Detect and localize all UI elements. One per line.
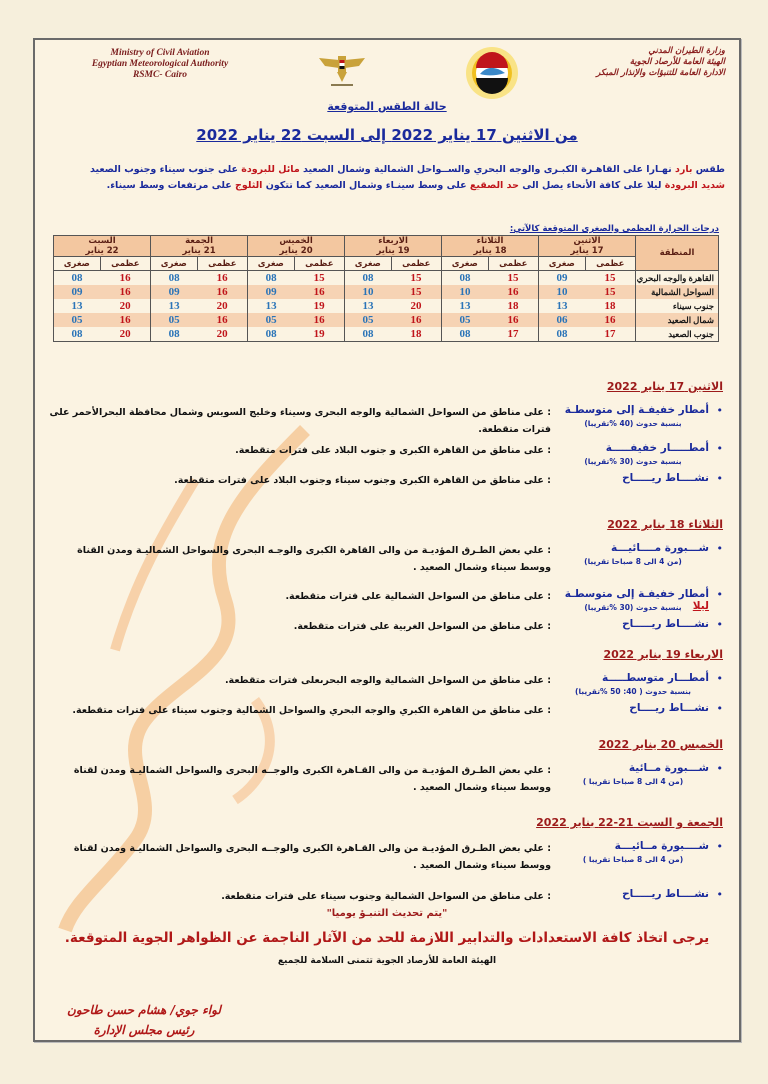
- bullet-icon: •: [716, 618, 723, 631]
- summary-highlight: حد الصقيع: [469, 180, 519, 191]
- bullet-icon: •: [716, 672, 723, 685]
- max-temp-cell: 16: [585, 313, 635, 327]
- probability-note: (من 4 الى 8 صباحا تقريبا): [584, 557, 682, 566]
- phenomenon-label: أمطـــار متوسطـــــة: [602, 672, 709, 684]
- phenomenon-label: شـــبورة مــــائيـــة: [610, 542, 709, 554]
- min-label: صغرى: [248, 257, 295, 271]
- summary-line-1: [43, 162, 725, 178]
- day-header: السبت 22 يناير: [54, 236, 151, 257]
- affected-areas-text: : علي بعض الطـرق المؤديـة من والى القاهرة الكبرى والوجـه البحرى والسواحل الشماليـة ومدن القناة ووسط سيناء وشمال الصعيد .: [77, 545, 551, 573]
- max-temp-cell: 16: [488, 313, 538, 327]
- table-caption: درجات الحرارة العظمى والصغرى المتوقعة كالآتي:: [509, 224, 719, 234]
- affected-areas-text: : على مناطق من السواحل الغربية على فترات متقطعة.: [293, 621, 551, 632]
- day-header: الاربعاء 19 يناير: [345, 236, 442, 257]
- min-temp-cell: 08: [442, 271, 489, 286]
- table-row: [54, 271, 719, 286]
- forecast-day-title: الاثنين 17 يناير 2022: [606, 380, 723, 393]
- update-note: "يتم تحديث التنبـؤ يوميا": [326, 908, 448, 919]
- phenomenon-label: شــــبورة مــائيـــة: [614, 840, 709, 852]
- max-label: عظمى: [197, 257, 247, 271]
- affected-areas-text: : على مناطق من السواحل الشمالية والوجه البحرىعلى فترات متقطعة.: [224, 675, 551, 686]
- forecast-day-title: الخميس 20 يناير 2022: [598, 738, 723, 751]
- max-temp-cell: 16: [197, 285, 247, 299]
- min-temp-cell: 13: [539, 299, 586, 313]
- arabic-header: [525, 46, 725, 79]
- min-temp-cell: 10: [539, 285, 586, 299]
- max-temp-cell: 15: [391, 271, 441, 286]
- forecast-period: من الاثنين 17 يناير 2022 إلى السبت 22 يناير 2022: [196, 126, 578, 144]
- min-temp-cell: 05: [54, 313, 101, 327]
- probability-note: (من 4 الى 8 صباحا تقريبا ): [582, 855, 684, 864]
- signature-title: رئيس مجلس الإدارة: [93, 1023, 195, 1037]
- max-temp-cell: 16: [100, 271, 150, 286]
- table-row: [54, 285, 719, 299]
- phenomenon-label: أمطار خفيفـة إلى متوسطـة: [564, 404, 709, 416]
- max-temp-cell: 20: [391, 299, 441, 313]
- region-cell: السواحل الشمالية: [636, 285, 719, 299]
- phenomenon-label: نشــــاط ريـــــاح: [622, 888, 709, 900]
- affected-areas-text: : على مناطق من القاهرة الكبرى وجنوب سيناء وجنوب البلاد على فترات متقطعة.: [174, 475, 551, 486]
- bullet-icon: •: [716, 442, 723, 455]
- safety-warning: يرجى اتخاذ كافة الاستعدادات والتدابير اللازمة للحد من الآثار الناجمة عن الظواهر الجوية المتوقعة.: [64, 930, 710, 946]
- affected-areas-text: : علي بعض الطـرق المؤديـة من والى القـاهرة الكبرى والوجــه البحرى والسواحل الشماليـة ومدن لقناة ووسط سيناء وشمال الصعيد .: [73, 765, 551, 793]
- summary-text: على جنوب سيناء وجنوب الصعيد: [89, 164, 242, 175]
- min-temp-cell: 13: [442, 299, 489, 313]
- summary-highlight: شديد البرودة: [664, 180, 725, 191]
- bullet-icon: •: [716, 472, 723, 485]
- affected-areas-text: : علي بعض الطـرق المؤديـة من والى القـاهرة الكبرى والوجــه البحرى والسواحل الشماليـة ومدن لقناة ووسط سيناء وشمال الصعيد .: [73, 843, 551, 871]
- region-column-header: المنطقة: [636, 236, 719, 271]
- summary-highlight: مائل للبرودة: [241, 164, 300, 175]
- max-temp-cell: 15: [294, 271, 344, 286]
- summary-text: نهـارا على القاهـرة الكبـرى والوجه البحري والســواحل الشمالية وشمال الصعيد: [299, 164, 675, 175]
- bullet-icon: •: [716, 840, 723, 853]
- region-cell: جنوب الصعيد: [636, 327, 719, 342]
- probability-note: بنسبة حدوث (40 %تقريبا): [584, 419, 682, 428]
- day-header: الاثنين 17 يناير: [539, 236, 636, 257]
- header-ar-line-1: وزارة الطيران المدني: [648, 46, 725, 56]
- min-temp-cell: 08: [248, 327, 295, 342]
- summary-text: ليلا على كافة الأنحاء يصل الى: [518, 180, 665, 191]
- min-temp-cell: 05: [345, 313, 392, 327]
- min-temp-cell: 13: [54, 299, 101, 313]
- region-cell: القاهرة والوجه البحري: [636, 271, 719, 286]
- min-temp-cell: 09: [539, 271, 586, 286]
- min-temp-cell: 10: [345, 285, 392, 299]
- affected-areas-text: : على مناطق من السواحل الشمالية على فترات متقطعة.: [285, 591, 551, 602]
- max-temp-cell: 20: [100, 299, 150, 313]
- min-label: صغرى: [442, 257, 489, 271]
- day-header: الخميس 20 يناير: [248, 236, 345, 257]
- max-temp-cell: 18: [585, 299, 635, 313]
- probability-note: بنسبة حدوث ( 40: 50 %تقريبا): [575, 687, 691, 696]
- bullet-icon: •: [716, 404, 723, 417]
- phenomenon-label: نشــــاط ريـــــاح: [622, 618, 709, 630]
- forecast-day-title: الجمعة و السبت 21-22 يناير 2022: [536, 816, 723, 829]
- min-temp-cell: 13: [248, 299, 295, 313]
- english-header: [65, 48, 255, 81]
- bullet-icon: •: [716, 762, 723, 775]
- phenomenon-label: نشـــاط ريــــاح: [629, 702, 709, 714]
- summary-highlight: الثلوج: [235, 180, 263, 191]
- min-temp-cell: 09: [151, 285, 198, 299]
- max-temp-cell: 16: [100, 313, 150, 327]
- max-temp-cell: 15: [585, 285, 635, 299]
- summary-highlight: بارد: [674, 164, 693, 175]
- phenomenon-time-highlight: ليلا: [692, 600, 709, 612]
- day-header: الثلاثاء 18 يناير: [442, 236, 539, 257]
- min-temp-cell: 08: [345, 327, 392, 342]
- min-temp-cell: 09: [54, 285, 101, 299]
- general-summary: [43, 162, 725, 194]
- max-label: عظمى: [294, 257, 344, 271]
- summary-line-2: [43, 178, 725, 194]
- max-temp-cell: 18: [488, 299, 538, 313]
- table-row: [54, 299, 719, 313]
- min-temp-cell: 08: [345, 271, 392, 286]
- phenomenon-label: أمطـــــار خفيفـــــة: [605, 442, 709, 454]
- max-temp-cell: 16: [100, 285, 150, 299]
- phenomenon-label: شـــبورة مــائية: [628, 762, 709, 774]
- day-header: الجمعة 21 يناير: [151, 236, 248, 257]
- min-temp-cell: 08: [539, 327, 586, 342]
- probability-note: بنسبة حدوث (30 %تقريبا): [584, 603, 682, 612]
- min-label: صغرى: [54, 257, 101, 271]
- table-row: [54, 313, 719, 327]
- table-row: [54, 327, 719, 342]
- max-temp-cell: 20: [197, 327, 247, 342]
- summary-text: على مرتفعات وسط سيناء.: [106, 180, 236, 191]
- min-temp-cell: 13: [345, 299, 392, 313]
- min-label: صغرى: [345, 257, 392, 271]
- max-label: عظمى: [100, 257, 150, 271]
- summary-text: طقس: [692, 164, 725, 175]
- forecast-day-title: الثلاثاء 18 يناير 2022: [607, 518, 723, 531]
- probability-note: بنسبة حدوث (30 %تقريبا): [584, 457, 682, 466]
- affected-areas-text: : على مناطق من السواحل الشمالية وجنوب سيناء على فترات متقطعة.: [221, 891, 551, 902]
- affected-areas-text: : على مناطق من السواحل الشمالية والوجه البحرى وسيناء وخليج السويس وشمال محافظة البحرالأحمر على فترات متقطعة.: [49, 407, 551, 435]
- bullet-icon: •: [716, 702, 723, 715]
- temperature-table: [53, 235, 719, 342]
- min-label: صغرى: [151, 257, 198, 271]
- header-ar-line-3: الادارة العامة للتنبؤات والإنذار المبكر: [596, 68, 725, 78]
- min-temp-cell: 08: [54, 327, 101, 342]
- document-title: حالة الطقس المتوقعة: [327, 100, 447, 113]
- max-temp-cell: 16: [391, 313, 441, 327]
- max-temp-cell: 15: [391, 285, 441, 299]
- min-temp-cell: 13: [151, 299, 198, 313]
- max-label: عظمى: [391, 257, 441, 271]
- max-temp-cell: 20: [100, 327, 150, 342]
- min-temp-cell: 05: [442, 313, 489, 327]
- signature-name: لواء جوي/ هشام حسن طاحون: [67, 1003, 221, 1017]
- max-temp-cell: 16: [197, 313, 247, 327]
- min-temp-cell: 08: [54, 271, 101, 286]
- summary-text: على وسط سينـاء وشمال الصعيد كما تتكون: [262, 180, 470, 191]
- min-temp-cell: 08: [442, 327, 489, 342]
- signature-block: [49, 1000, 239, 1040]
- min-temp-cell: 06: [539, 313, 586, 327]
- max-temp-cell: 17: [488, 327, 538, 342]
- max-temp-cell: 16: [294, 313, 344, 327]
- min-temp-cell: 09: [248, 285, 295, 299]
- min-temp-cell: 10: [442, 285, 489, 299]
- affected-areas-text: : على مناطق من القاهرة الكبرى و جنوب البلاد على فترات متقطعة.: [235, 445, 551, 456]
- min-temp-cell: 05: [248, 313, 295, 327]
- affected-areas-text: : على مناطق من القاهرة الكبري والوجه البحري والسواحل الشمالية وجنوب سيناء على فترات متقطعة.: [72, 705, 551, 716]
- max-temp-cell: 16: [197, 271, 247, 286]
- max-temp-cell: 19: [294, 299, 344, 313]
- bullet-icon: •: [716, 888, 723, 901]
- phenomenon-label: أمطار خفيفـة إلى متوسطـة ليلا: [564, 588, 709, 612]
- probability-note: (من 4 الى 8 صباحا تقريبا ): [582, 777, 684, 786]
- min-temp-cell: 08: [151, 327, 198, 342]
- min-temp-cell: 05: [151, 313, 198, 327]
- max-temp-cell: 15: [488, 271, 538, 286]
- header-ar-line-2: الهيئة العامة للأرصاد الجوية: [629, 57, 725, 67]
- max-temp-cell: 15: [585, 271, 635, 286]
- max-temp-cell: 20: [197, 299, 247, 313]
- max-temp-cell: 16: [294, 285, 344, 299]
- min-label: صغرى: [539, 257, 586, 271]
- max-temp-cell: 19: [294, 327, 344, 342]
- max-label: عظمى: [488, 257, 538, 271]
- forecast-day-title: الاربعاء 19 يناير 2022: [603, 648, 723, 661]
- safety-wish: الهيئة العامة للأرصاد الجوية تتمنى السلامة للجميع: [277, 956, 497, 966]
- ministry-wings-logo-icon: [317, 48, 367, 90]
- max-temp-cell: 17: [585, 327, 635, 342]
- bullet-icon: •: [716, 542, 723, 555]
- forecast-document: [33, 38, 741, 1042]
- phenomenon-label: نشــــاط ريـــــاح: [622, 472, 709, 484]
- region-cell: شمال الصعيد: [636, 313, 719, 327]
- max-temp-cell: 16: [488, 285, 538, 299]
- max-label: عظمى: [585, 257, 635, 271]
- header-en-line-3: RSMC- Cairo: [132, 70, 188, 80]
- min-temp-cell: 08: [248, 271, 295, 286]
- header-en-line-2: Egyptian Meteorological Authority: [91, 59, 229, 69]
- max-temp-cell: 18: [391, 327, 441, 342]
- ema-sun-logo-icon: [465, 46, 519, 100]
- min-temp-cell: 08: [151, 271, 198, 286]
- region-cell: جنوب سيناء: [636, 299, 719, 313]
- bullet-icon: •: [716, 588, 723, 601]
- header-en-line-1: Ministry of Civil Aviation: [110, 48, 210, 58]
